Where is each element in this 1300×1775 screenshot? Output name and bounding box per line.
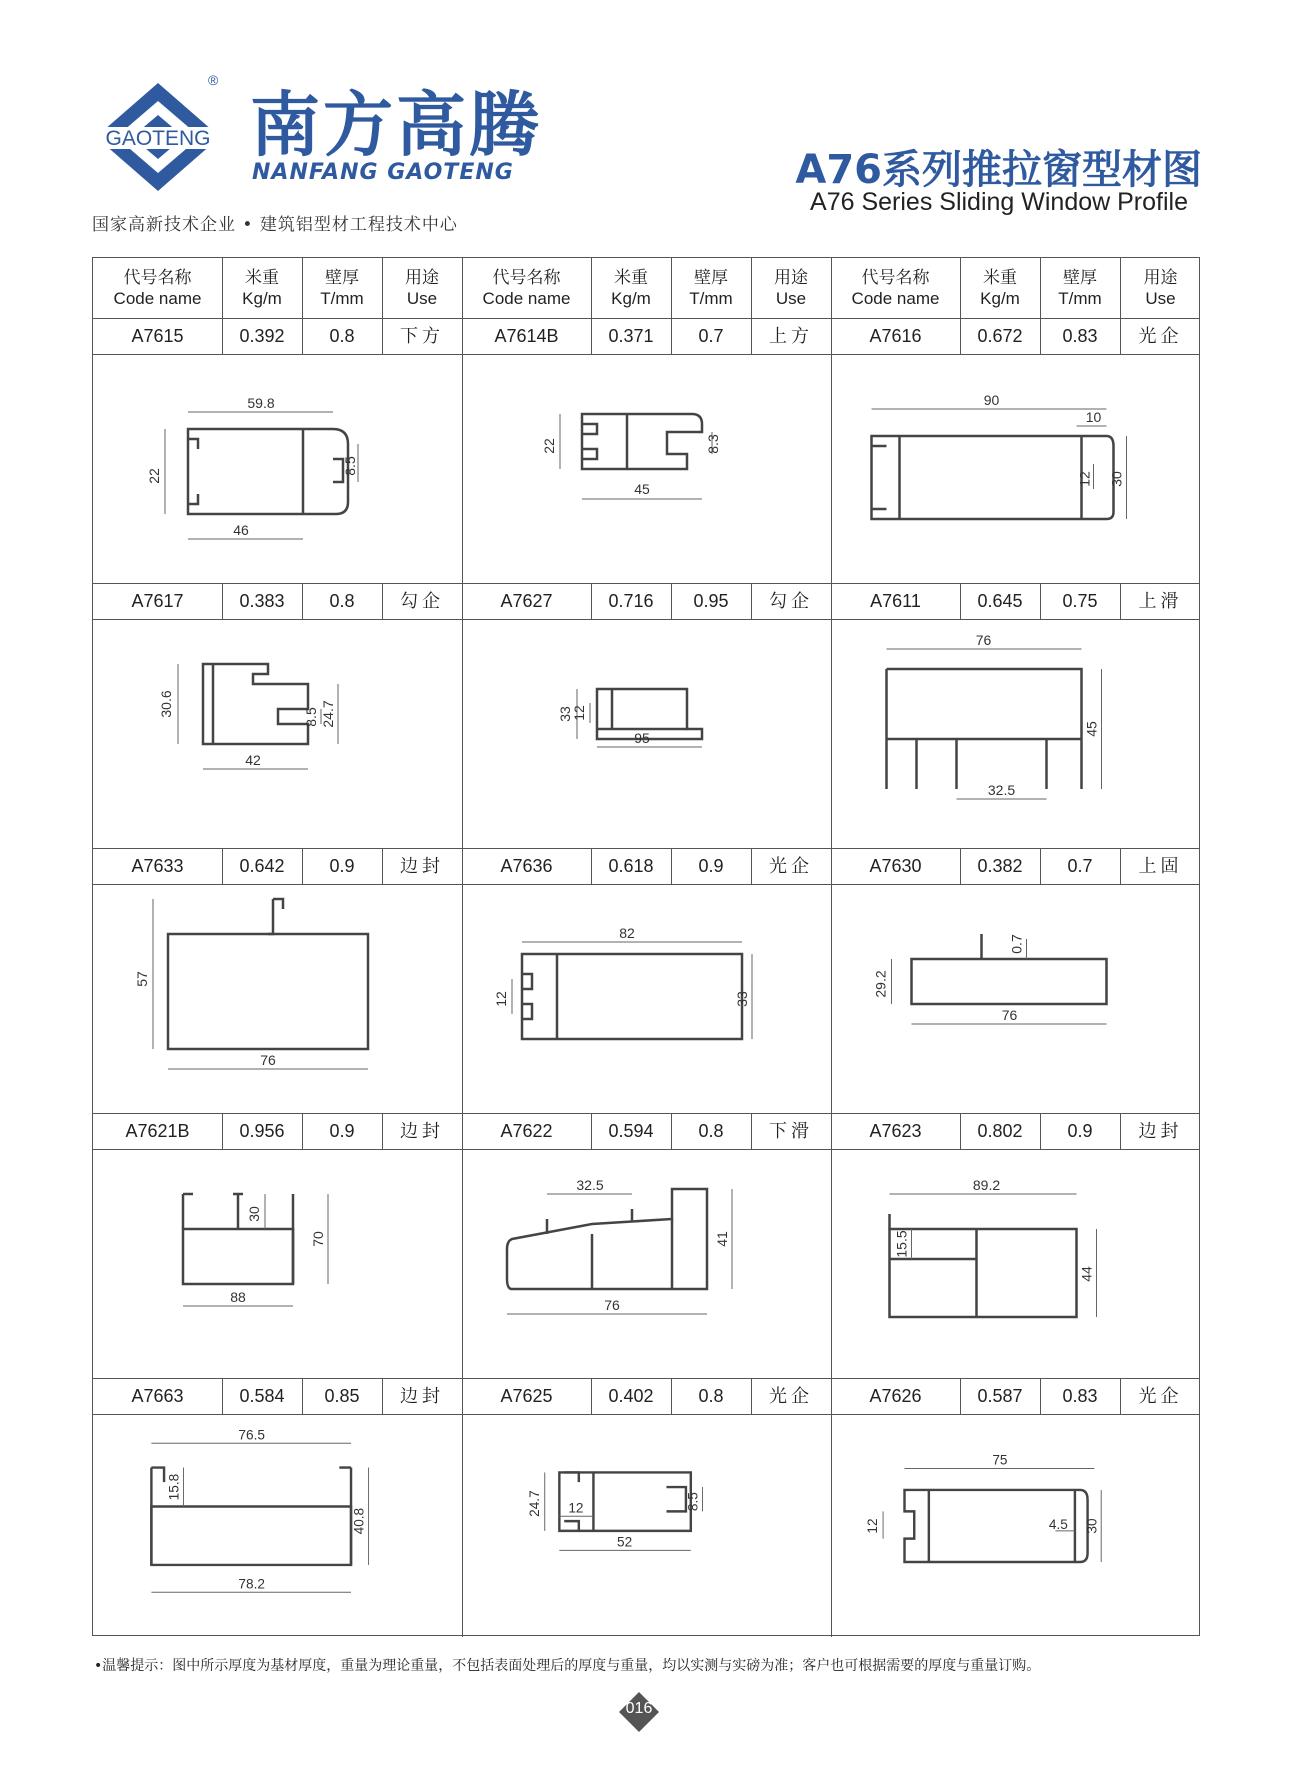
cell-code: A7627: [500, 590, 553, 611]
brand-name-cn: 南方高腾: [250, 84, 542, 166]
dimension-label: 8.5: [342, 456, 358, 476]
cell-weight: 0.584: [239, 1385, 285, 1406]
profile-drawing: [462, 354, 831, 583]
dimension-label: 46: [233, 522, 249, 538]
cell-thickness: 0.7: [1067, 855, 1093, 876]
cell-use: 光企: [769, 1385, 813, 1406]
company-logo: [88, 75, 228, 195]
dimension-label: 24.7: [526, 1490, 542, 1517]
cell-use: 下方: [400, 325, 444, 346]
cell-code: A7617: [131, 590, 184, 611]
profile-outline: [522, 1004, 532, 1019]
cell-weight: 0.642: [239, 855, 285, 876]
profile-outline: [273, 899, 283, 909]
profile-outline: [582, 414, 702, 469]
dimension-label: 78.2: [238, 1576, 265, 1592]
cell-code: A7633: [131, 855, 184, 876]
cell-weight: 0.402: [608, 1385, 654, 1406]
page-title-en: A76 Series Sliding Window Profile: [810, 188, 1188, 216]
dimension-label: 22: [146, 468, 162, 484]
registered-mark: ®: [208, 75, 219, 88]
header-label-en: T/mm: [320, 289, 364, 308]
cell-use: 光企: [1138, 1385, 1183, 1406]
dimension-label: 76: [604, 1297, 620, 1313]
cell-weight: 0.383: [239, 590, 285, 611]
header-label-en: T/mm: [689, 289, 733, 308]
profile-outline: [564, 1472, 579, 1482]
cell-code: A7625: [500, 1385, 553, 1406]
header-label-cn: 用途: [405, 268, 439, 287]
header-label-cn: 用途: [774, 268, 808, 287]
cell-thickness: 0.95: [693, 590, 729, 611]
page-number: 016: [625, 1700, 653, 1717]
profile-drawing: [462, 1414, 831, 1637]
header-weight: [960, 258, 1040, 318]
dimension-label: 12: [865, 1518, 881, 1534]
header-thickness: [671, 258, 751, 318]
cell-weight: 0.371: [608, 325, 654, 346]
cell-weight: 0.382: [977, 855, 1023, 876]
dimension-label: 30: [1084, 1518, 1100, 1534]
profile-outline: [564, 1521, 579, 1531]
dimension-label: 22: [541, 438, 557, 454]
header-use: [751, 258, 831, 318]
dimension-label: 30: [246, 1206, 262, 1222]
profile-outline: [666, 1487, 685, 1511]
dimension-label: 30.6: [158, 690, 174, 718]
header-label-cn: 代号名称: [492, 268, 561, 287]
header-label-cn: 壁厚: [1063, 268, 1097, 287]
cell-use: 光企: [1138, 325, 1183, 346]
cell-code: A7663: [131, 1385, 184, 1406]
cell-use: 边封: [1138, 1120, 1183, 1141]
cell-thickness: 0.75: [1062, 590, 1098, 611]
dimension-label: 8.5: [685, 1492, 701, 1512]
header-label-cn: 壁厚: [325, 268, 359, 287]
profile-outline: [151, 1507, 351, 1565]
cell-use: 光企: [769, 855, 813, 876]
cell-code: A7623: [869, 1120, 922, 1141]
dimension-label: 41: [714, 1231, 730, 1247]
profile-drawing: [831, 1149, 1201, 1378]
header-label-cn: 代号名称: [861, 268, 930, 287]
header-label-cn: 代号名称: [123, 268, 192, 287]
profile-outline: [188, 439, 198, 449]
cell-thickness: 0.85: [324, 1385, 360, 1406]
header-code: [462, 258, 591, 318]
profile-table: [92, 257, 1200, 1636]
page-title-cn: A76系列推拉窗型材图: [795, 147, 1202, 193]
profile-drawing: [93, 884, 462, 1113]
cell-code: A7630: [869, 855, 922, 876]
cell-thickness: 0.9: [329, 855, 355, 876]
dimension-label: 59.8: [247, 395, 275, 411]
profile-outline: [582, 424, 597, 434]
dimension-label: 0.7: [1008, 934, 1025, 954]
header-label-cn: 米重: [983, 268, 1017, 287]
cell-thickness: 0.8: [698, 1120, 724, 1141]
dimension-label: 89.2: [972, 1177, 1001, 1193]
dimension-label: 42: [245, 752, 261, 768]
dimension-label: 15.8: [166, 1473, 182, 1501]
cell-code: A7616: [869, 325, 922, 346]
profile-outline: [890, 1229, 1077, 1317]
cell-weight: 0.672: [977, 325, 1023, 346]
header-thickness: [1040, 258, 1120, 318]
dimension-label: 32.5: [576, 1177, 604, 1193]
cell-weight: 0.802: [977, 1120, 1023, 1141]
profile-drawing: [831, 884, 1201, 1113]
dimension-label: 52: [617, 1534, 633, 1550]
header-label-cn: 壁厚: [694, 268, 728, 287]
cell-thickness: 0.83: [1062, 1385, 1098, 1406]
tagline: 国家高新技术企业 • 建筑铝型材工程技术中心: [92, 215, 458, 235]
header-use: [1120, 258, 1201, 318]
header-label-en: Use: [406, 289, 438, 308]
profile-drawing: [462, 619, 831, 848]
cell-weight: 0.618: [608, 855, 654, 876]
header-weight: [222, 258, 302, 318]
profile-outline: [183, 1229, 293, 1284]
dimension-label: 12: [1076, 471, 1093, 487]
profile-drawing: [462, 1149, 831, 1378]
dimension-label: 33: [557, 706, 573, 722]
cell-code: A7622: [500, 1120, 553, 1141]
header-label-en: Use: [1145, 289, 1176, 308]
dimension-label: 57: [134, 971, 150, 987]
dimension-label: 76: [975, 632, 992, 648]
cell-thickness: 0.9: [329, 1120, 355, 1141]
cell-thickness: 0.7: [698, 325, 724, 346]
profile-outline: [522, 954, 742, 1039]
dimension-label: 4.5: [1048, 1516, 1068, 1532]
profile-outline: [268, 899, 273, 934]
profile-drawing: [831, 619, 1201, 848]
header-code: [831, 258, 960, 318]
profile-outline: [168, 934, 368, 1049]
dimension-label: 10: [1085, 409, 1102, 425]
cell-thickness: 0.8: [698, 1385, 724, 1406]
profile-outline: [151, 1468, 164, 1483]
dimension-label: 8.3: [705, 434, 721, 454]
dimension-label: 88: [230, 1289, 246, 1305]
header-label-en: Code name: [851, 289, 940, 308]
cell-thickness: 0.9: [1067, 1120, 1093, 1141]
dimension-label: 12: [571, 705, 587, 721]
cell-weight: 0.587: [977, 1385, 1023, 1406]
header-label-en: Code name: [482, 289, 571, 308]
cell-use: 上滑: [1138, 590, 1183, 611]
dimension-label: 15.5: [893, 1230, 910, 1258]
header-use: [382, 258, 462, 318]
profile-drawing: [831, 354, 1201, 583]
header-label-en: T/mm: [1058, 289, 1102, 308]
cell-use: 边封: [400, 855, 444, 876]
profile-outline: [507, 1189, 707, 1289]
cell-weight: 0.645: [977, 590, 1023, 611]
dimension-label: 29.2: [872, 970, 889, 998]
cell-code: A7611: [870, 590, 921, 611]
cell-code: A7626: [869, 1385, 922, 1406]
profile-outline: [522, 974, 532, 989]
dimension-label: 90: [983, 392, 1000, 408]
cell-use: 下滑: [769, 1120, 813, 1141]
cell-weight: 0.594: [608, 1120, 654, 1141]
dimension-label: 12: [568, 1500, 584, 1516]
dimension-label: 76.5: [238, 1427, 265, 1443]
cell-weight: 0.956: [239, 1120, 285, 1141]
cell-thickness: 0.9: [698, 855, 724, 876]
cell-code: A7636: [500, 855, 553, 876]
cell-use: 勾企: [769, 590, 813, 611]
logo-text: GAOTENG: [105, 127, 211, 150]
profile-outline: [203, 664, 308, 744]
profile-drawing: [462, 884, 831, 1113]
profile-drawing: [93, 1414, 462, 1637]
dimension-label: 76: [1001, 1007, 1018, 1023]
cell-weight: 0.716: [608, 590, 654, 611]
header-code: [93, 258, 222, 318]
header-weight: [591, 258, 671, 318]
cell-use: 勾企: [400, 590, 444, 611]
dimension-label: 24.7: [320, 700, 336, 728]
cell-use: 边封: [400, 1120, 444, 1141]
dimension-label: 45: [1083, 721, 1100, 737]
cell-weight: 0.392: [239, 325, 285, 346]
profile-drawing: [831, 1414, 1201, 1637]
profile-drawing: [93, 619, 462, 848]
header-label-cn: 米重: [614, 268, 648, 287]
cell-use: 上方: [769, 325, 813, 346]
header-label-en: Use: [775, 289, 807, 308]
dimension-label: 45: [634, 481, 650, 497]
cell-use: 边封: [400, 1385, 444, 1406]
profile-outline: [188, 429, 348, 514]
header-label-cn: 米重: [245, 268, 279, 287]
cell-thickness: 0.83: [1062, 325, 1098, 346]
dimension-label: 44: [1078, 1266, 1095, 1282]
profile-outline: [912, 959, 1107, 1004]
brand-name-en: NANFANG GAOTENG: [252, 160, 514, 185]
header-label-en: Kg/m: [242, 289, 282, 308]
cell-thickness: 0.8: [329, 590, 355, 611]
cell-code: A7614B: [494, 325, 559, 346]
header-label-en: Kg/m: [611, 289, 651, 308]
dimension-label: 82: [619, 925, 635, 941]
dimension-label: 40.8: [351, 1507, 367, 1535]
dimension-label: 76: [260, 1052, 276, 1068]
dimension-label: 12: [493, 991, 509, 1007]
footnote: •温馨提示：图中所示厚度为基材厚度，重量为理论重量，不包括表面处理后的厚度与重量，均以实测与实磅为准；客户也可根据需要的厚度与重量订购。: [94, 1658, 1041, 1674]
cell-thickness: 0.8: [329, 325, 355, 346]
dimension-label: 95: [634, 730, 650, 746]
cell-code: A7615: [131, 325, 184, 346]
profile-drawing: [93, 354, 462, 583]
profile-drawing: [93, 1149, 462, 1378]
header-label-en: Code name: [113, 289, 202, 308]
cell-use: 上固: [1138, 855, 1183, 876]
profile-outline: [188, 494, 198, 504]
dimension-label: 33: [734, 991, 750, 1007]
dimension-label: 30: [1108, 471, 1125, 487]
dimension-label: 75: [992, 1452, 1008, 1468]
cell-code: A7621B: [125, 1120, 190, 1141]
header-label-cn: 用途: [1143, 268, 1178, 287]
dimension-label: 70: [310, 1231, 326, 1247]
dimension-label: 32.5: [987, 782, 1016, 798]
header-label-en: Kg/m: [980, 289, 1020, 308]
dimension-label: 8.5: [303, 707, 319, 727]
profile-outline: [582, 449, 597, 459]
header-thickness: [302, 258, 382, 318]
